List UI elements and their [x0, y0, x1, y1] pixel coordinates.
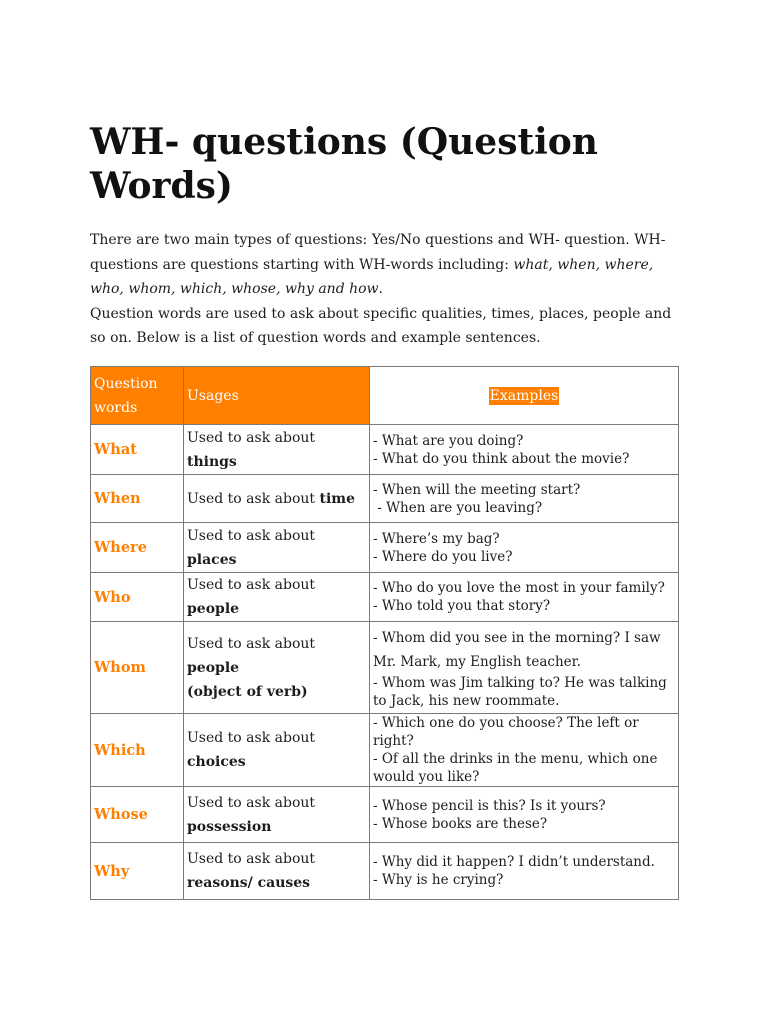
usage-cell [184, 622, 370, 714]
table-row [91, 843, 679, 900]
intro-p1-end: . [378, 281, 383, 297]
usage-cell [184, 714, 370, 787]
example-sentence: - Why did it happen? I didn’t understand. [373, 854, 655, 870]
example-sentence: - When will the meeting start? [373, 481, 581, 498]
usage-keyword: people [187, 601, 240, 617]
example-sentence: - Why is he crying? [373, 872, 504, 888]
table-row [91, 787, 679, 843]
usage-prefix: Used to ask about [187, 429, 316, 446]
question-word: Where [91, 523, 184, 573]
question-word: Whose [91, 787, 184, 843]
usage-cell [184, 523, 370, 573]
examples-cell [370, 523, 679, 573]
header-usages: Usages [184, 367, 370, 425]
examples-cell [370, 714, 679, 787]
usage-cell [184, 843, 370, 900]
usage-keyword: people [187, 659, 240, 676]
example-sentence: - Of all the drinks in the menu, which one would you like? [373, 751, 658, 785]
example-sentence: - Whose books are these? [373, 815, 548, 832]
examples-cell [370, 573, 679, 622]
table-row [91, 622, 679, 714]
question-word: Which [91, 714, 184, 787]
example-sentence: - When are you leaving? [373, 499, 543, 516]
question-word: Whom [91, 622, 184, 714]
example-sentence: - Where do you live? [373, 548, 513, 565]
usage-cell [184, 787, 370, 843]
example-sentence: - What do you think about the movie? [373, 450, 630, 467]
header-question-words: Question words [91, 367, 184, 425]
examples-cell [370, 425, 679, 475]
example-sentence: - Who told you that story? [373, 598, 551, 614]
intro-wh-words: what, when, where, who, whom, which, whose, why and how [90, 256, 654, 297]
usage-keyword: choices [187, 754, 246, 770]
question-word: Who [91, 573, 184, 622]
question-words-table [90, 366, 679, 900]
table-row [91, 573, 679, 622]
examples-cell [370, 843, 679, 900]
usage-prefix: Used to ask about [187, 730, 316, 746]
usage-prefix: Used to ask about [187, 490, 316, 507]
question-word: What [91, 425, 184, 475]
usage-keyword: things [187, 453, 237, 470]
intro-p2: Question words are used to ask about specific qualities, times, places, people and so on. Below is a list of question words and example sentences. [90, 305, 672, 346]
usage-note: (object of verb) [187, 683, 308, 700]
question-word: When [91, 475, 184, 523]
usage-cell [184, 425, 370, 475]
usage-keyword: possession [187, 818, 272, 835]
header-examples-cell [370, 367, 679, 425]
table-row [91, 714, 679, 787]
usage-keyword: places [187, 551, 237, 568]
usage-keyword: time [319, 490, 355, 507]
table-header-row [91, 367, 679, 425]
example-sentence: - Where’s my bag? [373, 530, 500, 547]
usage-prefix: Used to ask about [187, 527, 316, 544]
example-sentence: - Who do you love the most in your family? [373, 580, 665, 596]
question-word: Why [91, 843, 184, 900]
intro-text [90, 228, 680, 351]
page-title: WH- questions (Question Words) [90, 121, 598, 207]
example-sentence: - Whose pencil is this? Is it yours? [373, 797, 606, 814]
example-sentence: - What are you doing? [373, 432, 524, 449]
examples-cell [370, 787, 679, 843]
usage-cell [184, 573, 370, 622]
usage-prefix: Used to ask about [187, 794, 316, 811]
table-row [91, 523, 679, 573]
usage-cell [184, 475, 370, 523]
usage-prefix: Used to ask about [187, 577, 316, 593]
usage-prefix: Used to ask about [187, 635, 316, 652]
intro-p1-start: There are two main types of questions: Yes/No questions and WH- question. WH-questions are questions starting with WH-words including: [90, 232, 666, 273]
example-sentence: - Which one do you choose? The left or right? [373, 715, 639, 749]
usage-prefix: Used to ask about [187, 851, 316, 867]
header-examples: Examples [489, 387, 559, 404]
example-sentence: - Whom was Jim talking to? He was talking to Jack, his new roommate. [373, 674, 667, 709]
examples-cell [370, 475, 679, 523]
table-row [91, 425, 679, 475]
example-sentence: - Whom did you see in the morning? I saw Mr. Mark, my English teacher. [373, 629, 661, 670]
usage-keyword: reasons/ causes [187, 875, 311, 891]
examples-cell [370, 622, 679, 714]
table-row [91, 475, 679, 523]
